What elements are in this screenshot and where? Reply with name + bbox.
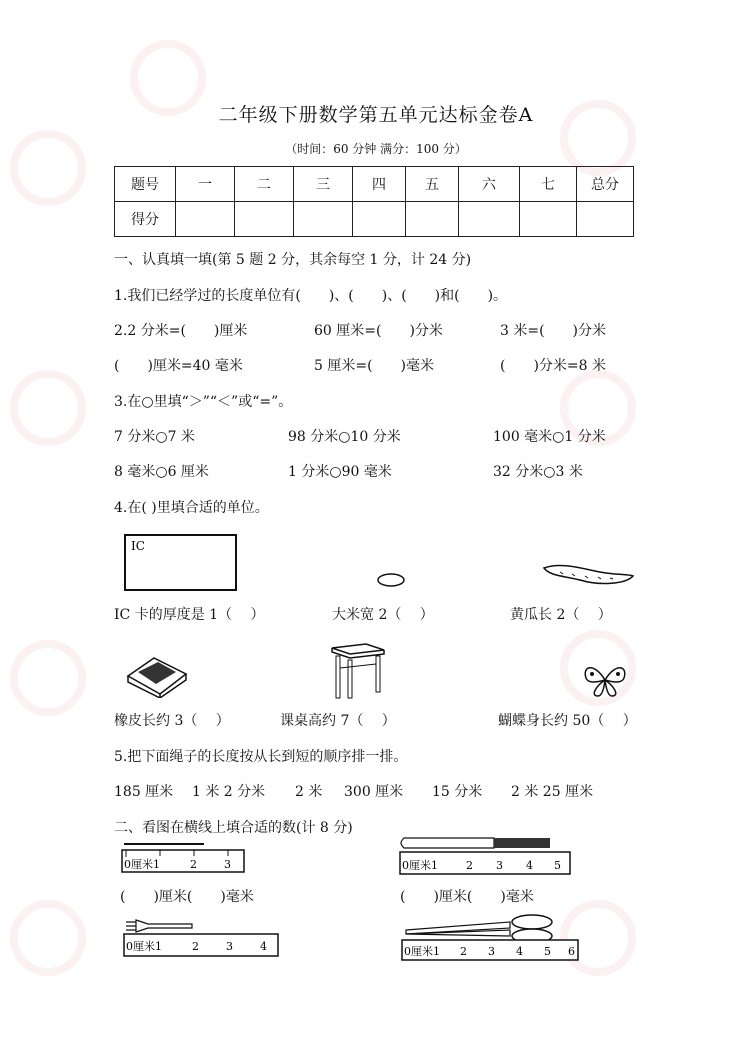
q3-item: 7 分米○7 米 <box>114 429 195 445</box>
score-cell[interactable] <box>176 202 235 237</box>
watermark-logo <box>10 900 86 976</box>
q5-item: 15 分米 <box>432 784 483 800</box>
q5-item: 2 米 <box>295 784 323 800</box>
ruler-label: 3 <box>226 940 233 953</box>
table-cell: 得分 <box>115 202 176 237</box>
score-cell[interactable] <box>353 202 406 237</box>
ruler-label: 5 <box>544 945 551 958</box>
ruler-label: 0厘米1 <box>404 945 440 958</box>
ic-card-label: IC <box>131 539 145 553</box>
q2-item: 5 厘米=( )毫米 <box>314 358 435 374</box>
section-heading: 二、看图在横线上填合适的数(计 8 分) <box>114 820 353 836</box>
table-cell: 一 <box>176 167 235 202</box>
rice-grain-image <box>376 572 406 588</box>
q4-item: IC 卡的厚度是 1（ ） <box>114 607 265 623</box>
ruler-3 <box>122 914 282 958</box>
ruler-4 <box>400 910 580 962</box>
ic-card-image <box>124 534 238 592</box>
q3-item: 8 毫米○6 厘米 <box>114 464 209 480</box>
table-cell: 三 <box>294 167 353 202</box>
desk-image <box>330 636 386 700</box>
table-cell: 题号 <box>115 167 176 202</box>
ruler-label: 6 <box>568 945 575 958</box>
ruler-label: 3 <box>496 859 503 872</box>
section-heading: 一、认真填一填(第 5 题 2 分，其余每空 1 分，计 24 分) <box>114 252 472 268</box>
ruler-label: 5 <box>554 859 561 872</box>
watermark-logo <box>10 640 86 716</box>
q5-item: 2 米 25 厘米 <box>511 784 594 800</box>
answer-blank[interactable]: ( )厘米( )毫米 <box>120 889 254 905</box>
ruler-label: 2 <box>466 859 473 872</box>
answer-blank[interactable]: ( )厘米( )毫米 <box>400 889 534 905</box>
table-cell: 六 <box>459 167 520 202</box>
q4-item: 课桌高约 7（ ） <box>280 713 396 729</box>
q3-item: 32 分米○3 米 <box>493 464 583 480</box>
page-subtitle: （时间：60 分钟 满分：100 分） <box>285 142 467 156</box>
q3-item: 98 分米○10 分米 <box>288 429 401 445</box>
ruler-label: 2 <box>460 945 467 958</box>
ruler-label: 0厘米1 <box>126 940 162 953</box>
q4-item: 橡皮长约 3（ ） <box>114 713 230 729</box>
ruler-label: 3 <box>224 858 231 871</box>
table-cell: 总分 <box>577 167 634 202</box>
question-1: 1.我们已经学过的长度单位有( )、( )、( )和( )。 <box>114 288 508 304</box>
q2-item: 2.2 分米=( )厘米 <box>114 323 248 339</box>
ruler-label: 2 <box>190 858 197 871</box>
q4-item: 蝴蝶身长约 50（ ） <box>498 713 637 729</box>
q2-item: ( )分米=8 米 <box>500 358 607 374</box>
ruler-1 <box>120 840 246 876</box>
score-cell[interactable] <box>520 202 577 237</box>
question-3: 3.在○里填“＞”“＜”或“=”。 <box>114 394 293 410</box>
table-cell: 五 <box>406 167 459 202</box>
q2-item: 3 米=( )分米 <box>500 323 607 339</box>
score-cell[interactable] <box>294 202 353 237</box>
ruler-label: 0厘米1 <box>124 858 160 871</box>
ruler-label: 4 <box>260 940 267 953</box>
butterfly-image <box>580 660 630 700</box>
q5-item: 1 米 2 分米 <box>192 784 266 800</box>
ruler-label: 4 <box>526 859 533 872</box>
question-5: 5.把下面绳子的长度按从长到短的顺序排一排。 <box>114 749 408 765</box>
question-4: 4.在( )里填合适的单位。 <box>114 500 269 516</box>
table-row <box>115 202 634 237</box>
score-cell[interactable] <box>406 202 459 237</box>
ruler-label: 3 <box>488 945 495 958</box>
q3-item: 100 毫米○1 分米 <box>493 429 606 445</box>
ruler-label: 0厘米1 <box>402 859 438 872</box>
table-cell: 七 <box>520 167 577 202</box>
score-table <box>114 166 634 237</box>
score-cell[interactable] <box>459 202 520 237</box>
watermark-logo <box>10 370 86 446</box>
q5-item: 185 厘米 <box>114 784 174 800</box>
table-cell: 四 <box>353 167 406 202</box>
ruler-label: 4 <box>516 945 523 958</box>
ruler-label: 2 <box>192 940 199 953</box>
ruler-2 <box>398 834 574 878</box>
cucumber-image <box>540 558 636 590</box>
score-cell[interactable] <box>577 202 634 237</box>
eraser-image <box>124 652 190 698</box>
q4-item: 大米宽 2（ ） <box>332 607 434 623</box>
q4-item: 黄瓜长 2（ ） <box>510 607 612 623</box>
table-row <box>115 167 634 202</box>
q2-item: ( )厘米=40 毫米 <box>114 358 243 374</box>
score-cell[interactable] <box>235 202 294 237</box>
q2-item: 60 厘米=( )分米 <box>314 323 443 339</box>
q5-item: 300 厘米 <box>344 784 404 800</box>
page-title: 二年级下册数学第五单元达标金卷A <box>218 104 534 126</box>
q3-item: 1 分米○90 毫米 <box>288 464 392 480</box>
table-cell: 二 <box>235 167 294 202</box>
